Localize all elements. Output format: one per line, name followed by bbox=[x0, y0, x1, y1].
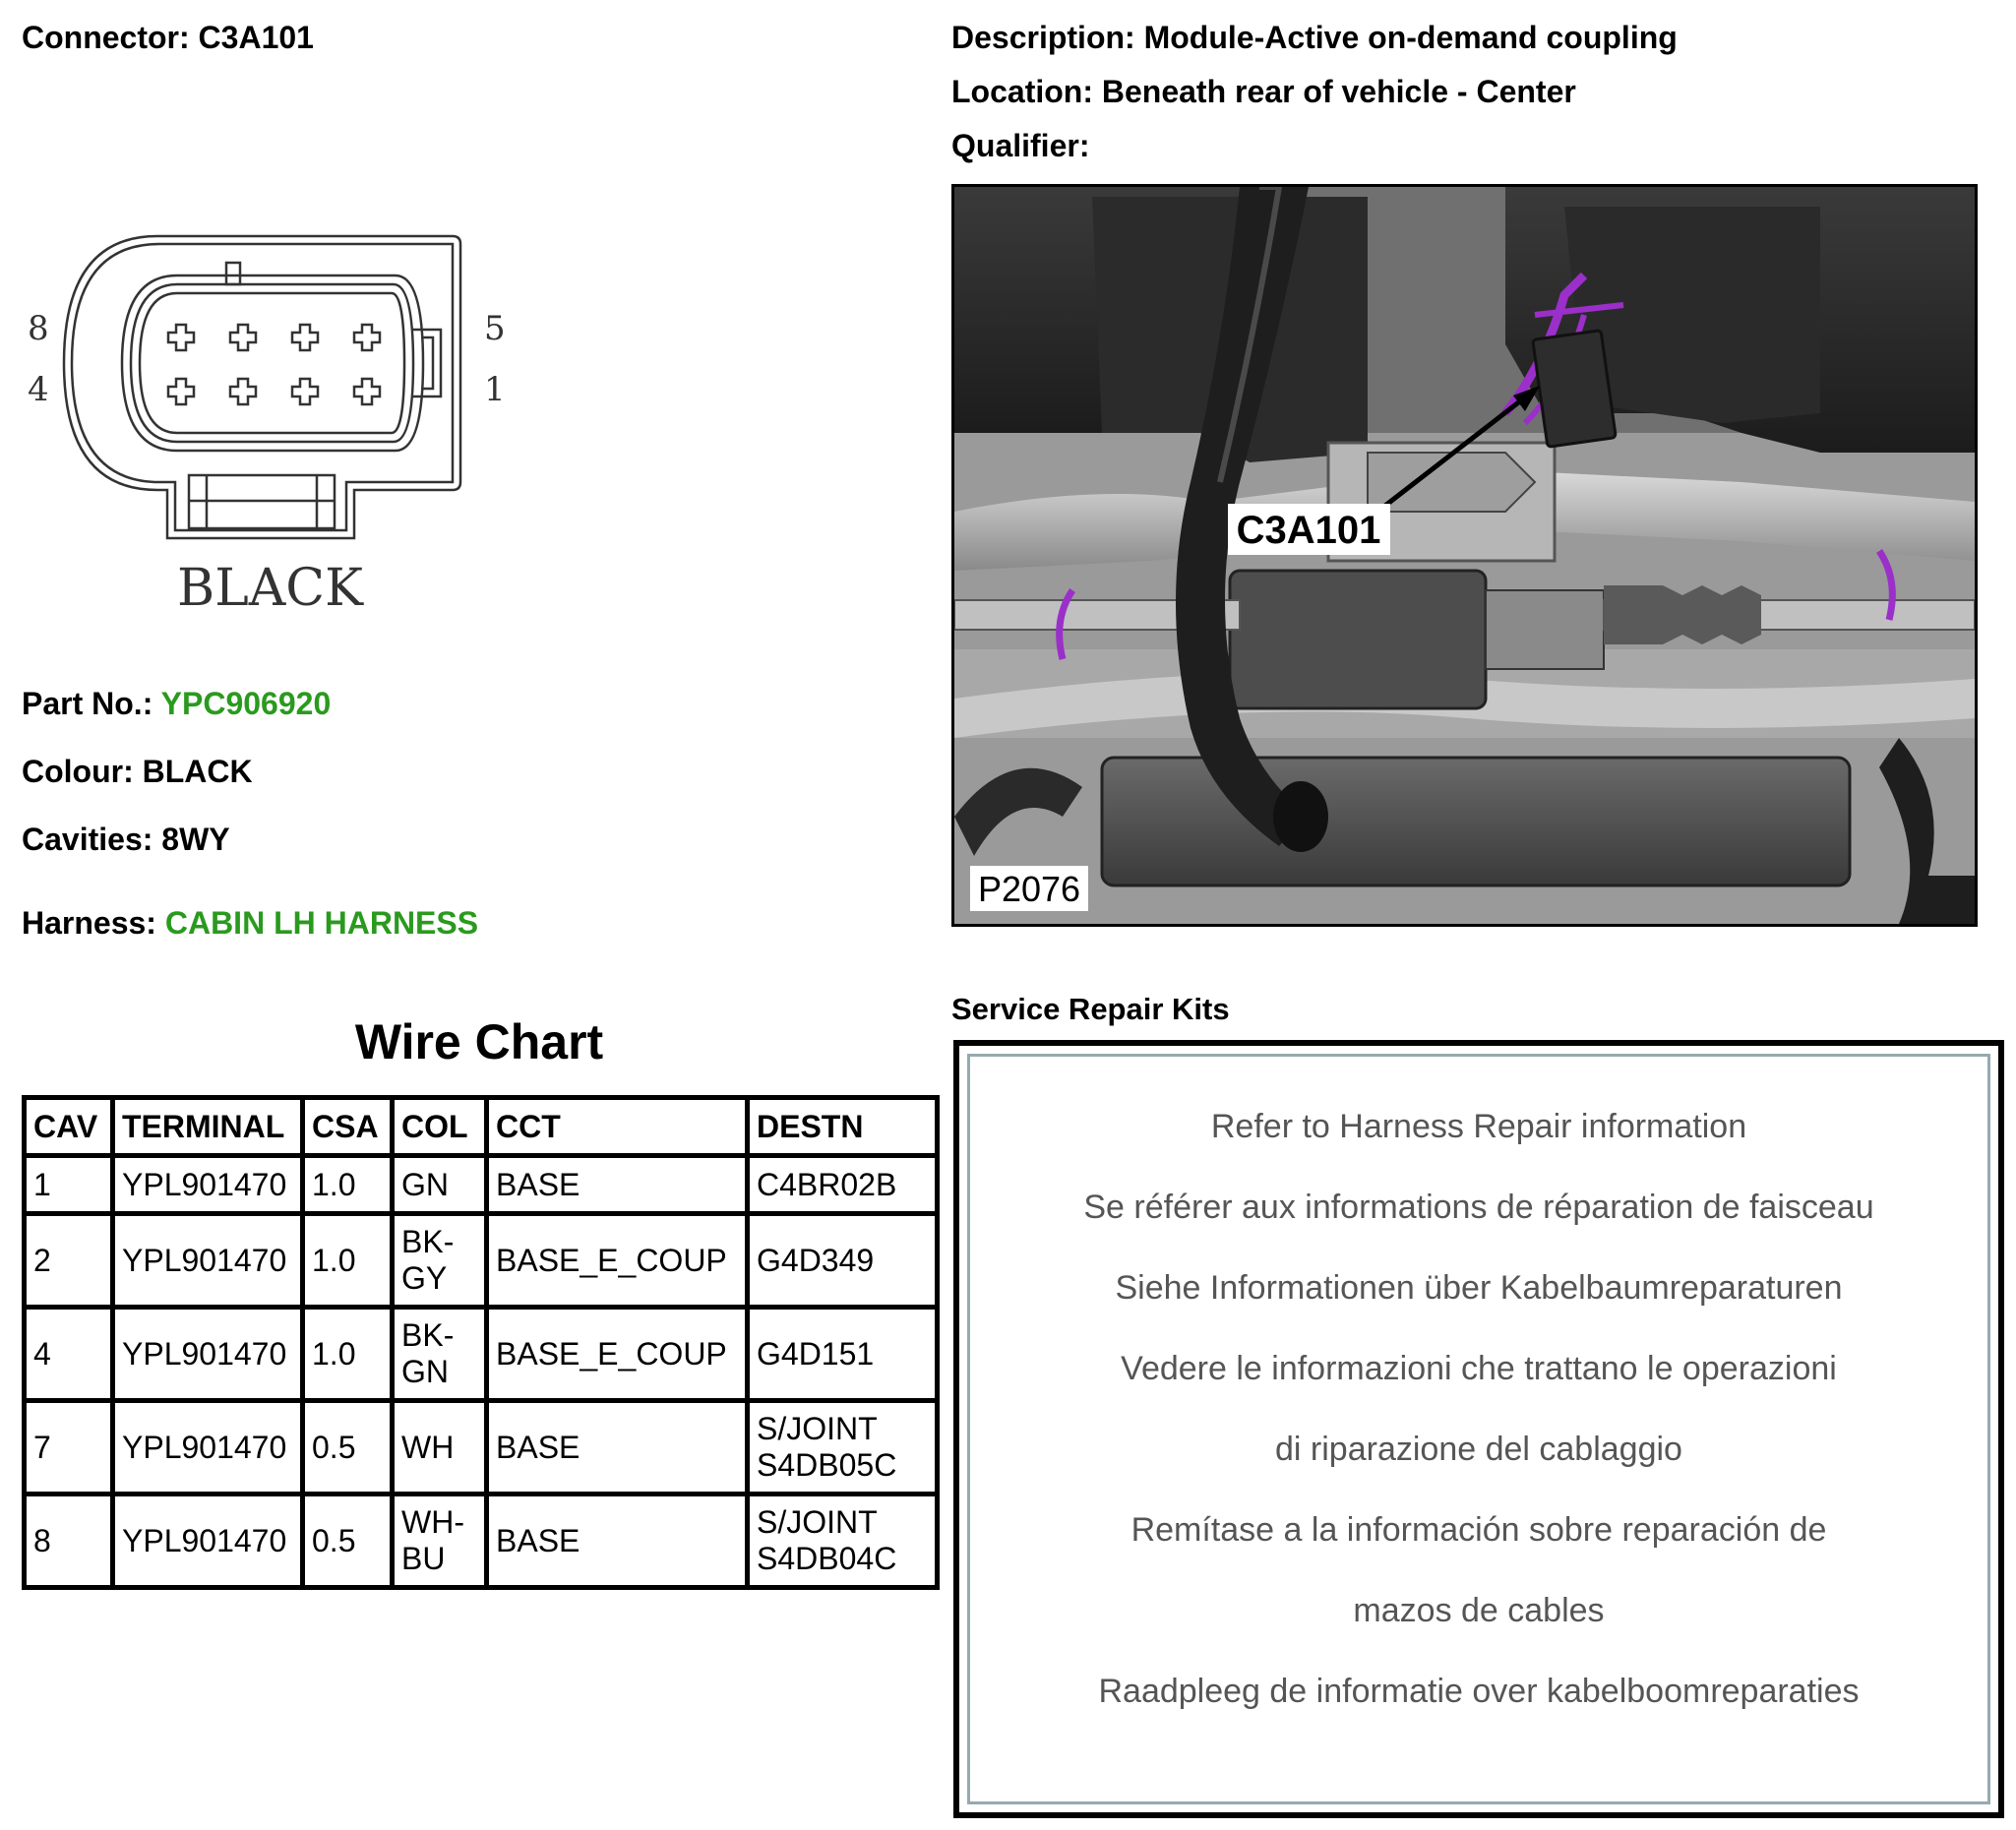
cell-col: BK- GY bbox=[393, 1214, 487, 1308]
qualifier-label: Qualifier: bbox=[951, 128, 1090, 163]
cell-destn: C4BR02B bbox=[748, 1156, 938, 1214]
description-label: Description: bbox=[951, 20, 1135, 55]
pin-label-5: 5 bbox=[484, 309, 506, 348]
cell-terminal: YPL901470 bbox=[113, 1401, 303, 1494]
cell-cav: 4 bbox=[25, 1308, 113, 1401]
location-label: Location: bbox=[951, 74, 1093, 109]
kit-line-es-1: Remítase a la información sobre reparación de bbox=[1130, 1511, 1827, 1549]
cavities-value: 8WY bbox=[161, 822, 230, 857]
cell-terminal: YPL901470 bbox=[113, 1214, 303, 1308]
connector-colour-caption: BLACK bbox=[177, 559, 363, 618]
cell-destn: G4D349 bbox=[748, 1214, 938, 1308]
table-row bbox=[25, 1401, 938, 1494]
service-repair-kits-title: Service Repair Kits bbox=[951, 992, 1230, 1026]
colour-value: BLACK bbox=[142, 754, 253, 789]
cell-cct: BASE_E_COUP bbox=[487, 1214, 748, 1308]
cell-col: WH bbox=[393, 1401, 487, 1494]
connector-label: Connector: bbox=[22, 20, 190, 55]
cell-cct: BASE bbox=[487, 1401, 748, 1494]
cell-cav: 8 bbox=[25, 1494, 113, 1588]
cell-csa: 1.0 bbox=[303, 1308, 393, 1401]
pin-label-8: 8 bbox=[28, 309, 49, 348]
kit-line-nl: Raadpleeg de informatie over kabelboomreparaties bbox=[1098, 1673, 1860, 1710]
cell-terminal: YPL901470 bbox=[113, 1156, 303, 1214]
cell-col: BK- GN bbox=[393, 1308, 487, 1401]
kit-line-en: Refer to Harness Repair information bbox=[1210, 1108, 1747, 1145]
header-csa: CSA bbox=[303, 1098, 393, 1156]
table-row bbox=[25, 1308, 938, 1401]
cell-csa: 1.0 bbox=[303, 1156, 393, 1214]
cell-csa: 0.5 bbox=[303, 1494, 393, 1588]
cell-cav: 7 bbox=[25, 1401, 113, 1494]
connector-heading bbox=[22, 20, 314, 56]
part-number-link[interactable]: YPC906920 bbox=[160, 686, 332, 721]
header-terminal: TERMINAL bbox=[113, 1098, 303, 1156]
kit-line-de: Siehe Informationen über Kabelbaumreparaturen bbox=[1115, 1269, 1843, 1307]
table-row bbox=[25, 1494, 938, 1588]
cell-terminal: YPL901470 bbox=[113, 1494, 303, 1588]
vehicle-underbody-illustration bbox=[954, 187, 1975, 924]
cell-terminal: YPL901470 bbox=[113, 1308, 303, 1401]
part-number-label: Part No.: bbox=[22, 686, 153, 721]
table-row bbox=[25, 1214, 938, 1308]
pin-label-1: 1 bbox=[484, 370, 506, 409]
connector-location-photo bbox=[951, 184, 1978, 927]
colour-line bbox=[22, 754, 253, 790]
location-value: Beneath rear of vehicle - Center bbox=[1101, 74, 1576, 109]
connector-face-diagram bbox=[20, 231, 531, 625]
header-destn: DESTN bbox=[748, 1098, 938, 1156]
photo-figure-code: P2076 bbox=[977, 869, 1081, 909]
cell-destn: G4D151 bbox=[748, 1308, 938, 1401]
cell-col: WH- BU bbox=[393, 1494, 487, 1588]
harness-link[interactable]: CABIN LH HARNESS bbox=[164, 905, 479, 941]
cell-cav: 1 bbox=[25, 1156, 113, 1214]
kit-line-es-2: mazos de cables bbox=[1353, 1592, 1605, 1629]
description-line bbox=[951, 20, 1678, 56]
cell-cct: BASE bbox=[487, 1156, 748, 1214]
kit-line-it-1: Vedere le informazioni che trattano le operazioni bbox=[1121, 1350, 1837, 1387]
cell-cct: BASE bbox=[487, 1494, 748, 1588]
colour-label: Colour: bbox=[22, 754, 134, 789]
cavities-label: Cavities: bbox=[22, 822, 153, 857]
kit-line-fr: Se référer aux informations de réparation de faisceau bbox=[1083, 1189, 1874, 1226]
kit-line-it-2: di riparazione del cablaggio bbox=[1275, 1431, 1682, 1468]
table-row bbox=[25, 1156, 938, 1214]
cavities-line bbox=[22, 822, 230, 858]
cell-csa: 0.5 bbox=[303, 1401, 393, 1494]
wire-chart-title: Wire Chart bbox=[354, 1014, 604, 1069]
part-number-line bbox=[22, 686, 331, 722]
cell-csa: 1.0 bbox=[303, 1214, 393, 1308]
service-repair-kits-box bbox=[953, 1040, 2004, 1818]
wire-chart-header-row bbox=[25, 1098, 938, 1156]
header-cct: CCT bbox=[487, 1098, 748, 1156]
cell-destn: S/JOINT S4DB05C bbox=[748, 1401, 938, 1494]
pin-label-4: 4 bbox=[28, 370, 49, 409]
cell-col: GN bbox=[393, 1156, 487, 1214]
qualifier-line bbox=[951, 128, 1089, 164]
service-repair-kits-inner bbox=[967, 1054, 1990, 1804]
cell-cct: BASE_E_COUP bbox=[487, 1308, 748, 1401]
description-value: Module-Active on-demand coupling bbox=[1143, 20, 1678, 55]
location-line bbox=[951, 74, 1576, 110]
photo-callout-label: C3A101 bbox=[1236, 509, 1381, 552]
wire-chart-table bbox=[22, 1095, 940, 1590]
connector-id: C3A101 bbox=[198, 20, 314, 55]
cell-destn: S/JOINT S4DB04C bbox=[748, 1494, 938, 1588]
header-cav: CAV bbox=[25, 1098, 113, 1156]
harness-label: Harness: bbox=[22, 905, 156, 941]
harness-line bbox=[22, 905, 478, 942]
header-col: COL bbox=[393, 1098, 487, 1156]
cell-cav: 2 bbox=[25, 1214, 113, 1308]
